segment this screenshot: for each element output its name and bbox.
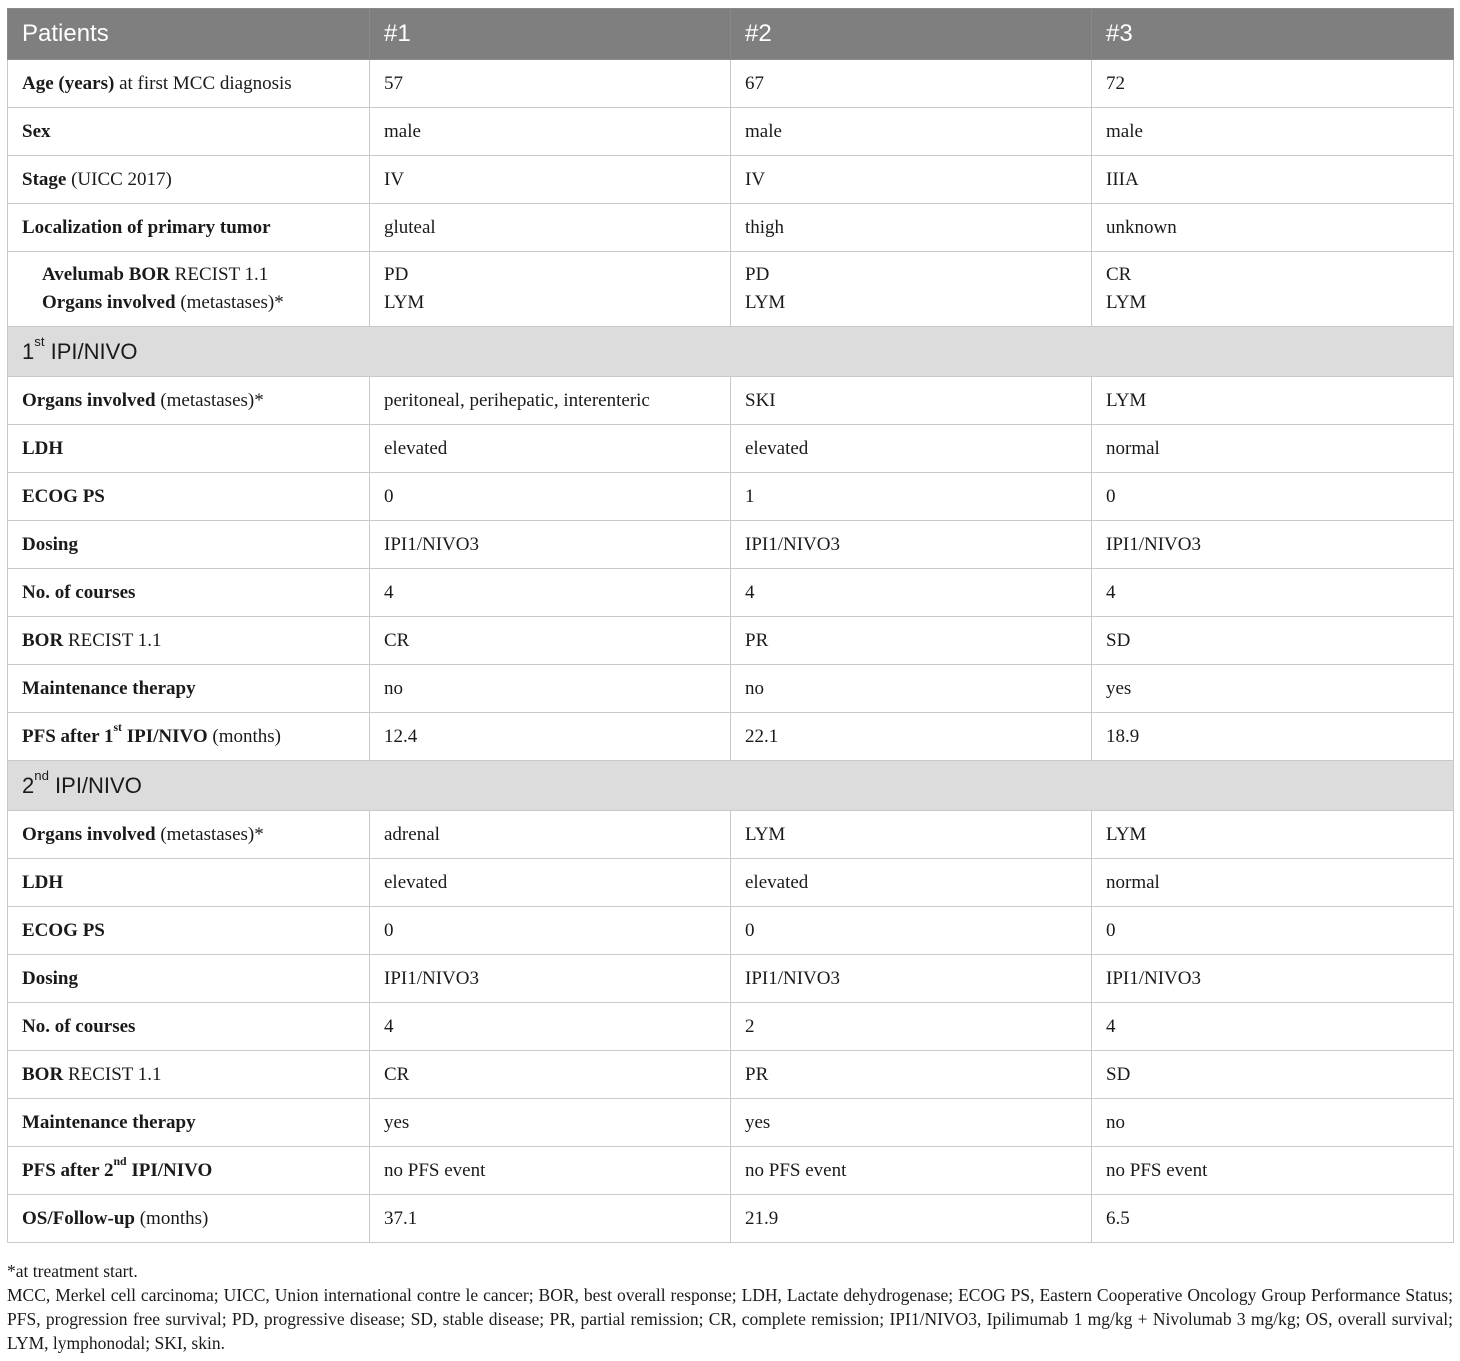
section-title: 1st IPI/NIVO bbox=[8, 327, 1454, 377]
table-row-avelumab bbox=[8, 252, 1454, 327]
cell-patient-1: gluteal bbox=[370, 204, 731, 252]
table-row-os bbox=[8, 1195, 1454, 1243]
cell-patient-2: no bbox=[731, 665, 1092, 713]
table-notes bbox=[7, 1259, 1453, 1355]
cell-patient-2: 2 bbox=[731, 1003, 1092, 1051]
row-label: Dosing bbox=[8, 955, 370, 1003]
cell-patient-1: 4 bbox=[370, 1003, 731, 1051]
cell-patient-2: 22.1 bbox=[731, 713, 1092, 761]
cell-patient-1: elevated bbox=[370, 425, 731, 473]
cell-patient-3: LYM bbox=[1092, 377, 1454, 425]
cell-patient-3: yes bbox=[1092, 665, 1454, 713]
row-label: Stage (UICC 2017) bbox=[8, 156, 370, 204]
cell-patient-3: male bbox=[1092, 108, 1454, 156]
cell-patient-2: PR bbox=[731, 617, 1092, 665]
cell-patient-1: 57 bbox=[370, 60, 731, 108]
cell-patient-1: yes bbox=[370, 1099, 731, 1147]
table-row-bor bbox=[8, 1051, 1454, 1099]
cell-patient-2: 67 bbox=[731, 60, 1092, 108]
cell-patient-2: SKI bbox=[731, 377, 1092, 425]
cell-patient-3: LYM bbox=[1092, 811, 1454, 859]
row-label: Organs involved (metastases)* bbox=[8, 811, 370, 859]
header-patient-3: #3 bbox=[1092, 9, 1454, 60]
row-label: Dosing bbox=[8, 521, 370, 569]
cell-patient-3: 6.5 bbox=[1092, 1195, 1454, 1243]
row-label: ECOG PS bbox=[8, 473, 370, 521]
header-patient-2: #2 bbox=[731, 9, 1092, 60]
row-label: PFS after 1st IPI/NIVO (months) bbox=[8, 713, 370, 761]
cell-patient-2: 0 bbox=[731, 907, 1092, 955]
table-row-ldh bbox=[8, 859, 1454, 907]
cell-patient-2: male bbox=[731, 108, 1092, 156]
cell-patient-3: IPI1/NIVO3 bbox=[1092, 955, 1454, 1003]
header-patient-1: #1 bbox=[370, 9, 731, 60]
cell-patient-2: IPI1/NIVO3 bbox=[731, 521, 1092, 569]
cell-patient-3: 72 bbox=[1092, 60, 1454, 108]
row-label: Avelumab BOR RECIST 1.1 Organs involved (metastases)* bbox=[8, 252, 370, 327]
row-label: BOR RECIST 1.1 bbox=[8, 1051, 370, 1099]
row-label: ECOG PS bbox=[8, 907, 370, 955]
row-label: Sex bbox=[8, 108, 370, 156]
cell-patient-2: elevated bbox=[731, 425, 1092, 473]
table-row-stage bbox=[8, 156, 1454, 204]
row-label: No. of courses bbox=[8, 569, 370, 617]
section-header-first-ipi-nivo bbox=[8, 327, 1454, 377]
cell-patient-1: no bbox=[370, 665, 731, 713]
table-row-localization bbox=[8, 204, 1454, 252]
table-row-ecog bbox=[8, 473, 1454, 521]
header-patients: Patients bbox=[8, 9, 370, 60]
row-label: Maintenance therapy bbox=[8, 1099, 370, 1147]
row-label: No. of courses bbox=[8, 1003, 370, 1051]
cell-patient-1: IPI1/NIVO3 bbox=[370, 521, 731, 569]
cell-patient-2: LYM bbox=[731, 811, 1092, 859]
cell-patient-1: 12.4 bbox=[370, 713, 731, 761]
table-row-courses bbox=[8, 1003, 1454, 1051]
table-row-age bbox=[8, 60, 1454, 108]
table-row-ecog bbox=[8, 907, 1454, 955]
cell-patient-3: 0 bbox=[1092, 907, 1454, 955]
cell-patient-2: PR bbox=[731, 1051, 1092, 1099]
row-label: Organs involved (metastases)* bbox=[8, 377, 370, 425]
cell-patient-1: IV bbox=[370, 156, 731, 204]
cell-patient-1: CR bbox=[370, 617, 731, 665]
table-row-pfs bbox=[8, 713, 1454, 761]
cell-patient-3: 18.9 bbox=[1092, 713, 1454, 761]
row-label: Localization of primary tumor bbox=[8, 204, 370, 252]
table-row-bor bbox=[8, 617, 1454, 665]
cell-patient-2: PD LYM bbox=[731, 252, 1092, 327]
table-row-courses bbox=[8, 569, 1454, 617]
table-row-ldh bbox=[8, 425, 1454, 473]
table-row-pfs bbox=[8, 1147, 1454, 1195]
cell-patient-2: thigh bbox=[731, 204, 1092, 252]
cell-patient-3: IPI1/NIVO3 bbox=[1092, 521, 1454, 569]
cell-patient-1: no PFS event bbox=[370, 1147, 731, 1195]
cell-patient-2: IV bbox=[731, 156, 1092, 204]
cell-patient-3: SD bbox=[1092, 617, 1454, 665]
cell-patient-3: no PFS event bbox=[1092, 1147, 1454, 1195]
table-row-dosing bbox=[8, 521, 1454, 569]
table-row-organs bbox=[8, 811, 1454, 859]
row-label: OS/Follow-up (months) bbox=[8, 1195, 370, 1243]
table-row-maintenance bbox=[8, 1099, 1454, 1147]
cell-patient-1: CR bbox=[370, 1051, 731, 1099]
patient-characteristics-table bbox=[7, 8, 1454, 1243]
row-label: LDH bbox=[8, 859, 370, 907]
cell-patient-2: 1 bbox=[731, 473, 1092, 521]
cell-patient-1: PD LYM bbox=[370, 252, 731, 327]
cell-patient-3: normal bbox=[1092, 859, 1454, 907]
cell-patient-3: 0 bbox=[1092, 473, 1454, 521]
cell-patient-3: SD bbox=[1092, 1051, 1454, 1099]
cell-patient-1: peritoneal, perihepatic, interenteric bbox=[370, 377, 731, 425]
row-label: Age (years) at first MCC diagnosis bbox=[8, 60, 370, 108]
section-title: 2nd IPI/NIVO bbox=[8, 761, 1454, 811]
table-row-sex bbox=[8, 108, 1454, 156]
row-label: LDH bbox=[8, 425, 370, 473]
cell-patient-2: 21.9 bbox=[731, 1195, 1092, 1243]
cell-patient-3: 4 bbox=[1092, 1003, 1454, 1051]
row-label: PFS after 2nd IPI/NIVO bbox=[8, 1147, 370, 1195]
footnote: *at treatment start. bbox=[7, 1261, 138, 1281]
row-label: Maintenance therapy bbox=[8, 665, 370, 713]
cell-patient-2: 4 bbox=[731, 569, 1092, 617]
table-header-row bbox=[8, 9, 1454, 60]
table-container bbox=[7, 8, 1453, 1243]
row-label: BOR RECIST 1.1 bbox=[8, 617, 370, 665]
cell-patient-1: elevated bbox=[370, 859, 731, 907]
cell-patient-2: IPI1/NIVO3 bbox=[731, 955, 1092, 1003]
cell-patient-3: no bbox=[1092, 1099, 1454, 1147]
cell-patient-3: unknown bbox=[1092, 204, 1454, 252]
cell-patient-3: normal bbox=[1092, 425, 1454, 473]
abbreviations-note: MCC, Merkel cell carcinoma; UICC, Union international contre le cancer; BOR, best overall response; LDH, Lactate dehydrogenase; ECOG PS, Eastern Cooperative Oncology Group Performance Status; PFS, progression free survival; PD, progressive disease; SD, stable disease; PR, partial remission; CR, complete remission; IPI1/NIVO3, Ipilimumab 1 mg/kg + Nivolumab 3 mg/kg; OS, overall survival; LYM, lymphonodal; SKI, skin. bbox=[7, 1285, 1453, 1353]
cell-patient-3: CR LYM bbox=[1092, 252, 1454, 327]
cell-patient-1: 0 bbox=[370, 473, 731, 521]
table-row-maintenance bbox=[8, 665, 1454, 713]
cell-patient-1: 37.1 bbox=[370, 1195, 731, 1243]
cell-patient-1: IPI1/NIVO3 bbox=[370, 955, 731, 1003]
cell-patient-2: elevated bbox=[731, 859, 1092, 907]
cell-patient-3: IIIA bbox=[1092, 156, 1454, 204]
cell-patient-1: male bbox=[370, 108, 731, 156]
cell-patient-2: yes bbox=[731, 1099, 1092, 1147]
cell-patient-1: 4 bbox=[370, 569, 731, 617]
cell-patient-1: 0 bbox=[370, 907, 731, 955]
cell-patient-3: 4 bbox=[1092, 569, 1454, 617]
cell-patient-1: adrenal bbox=[370, 811, 731, 859]
table-row-organs bbox=[8, 377, 1454, 425]
table-row-dosing bbox=[8, 955, 1454, 1003]
section-header-second-ipi-nivo bbox=[8, 761, 1454, 811]
cell-patient-2: no PFS event bbox=[731, 1147, 1092, 1195]
